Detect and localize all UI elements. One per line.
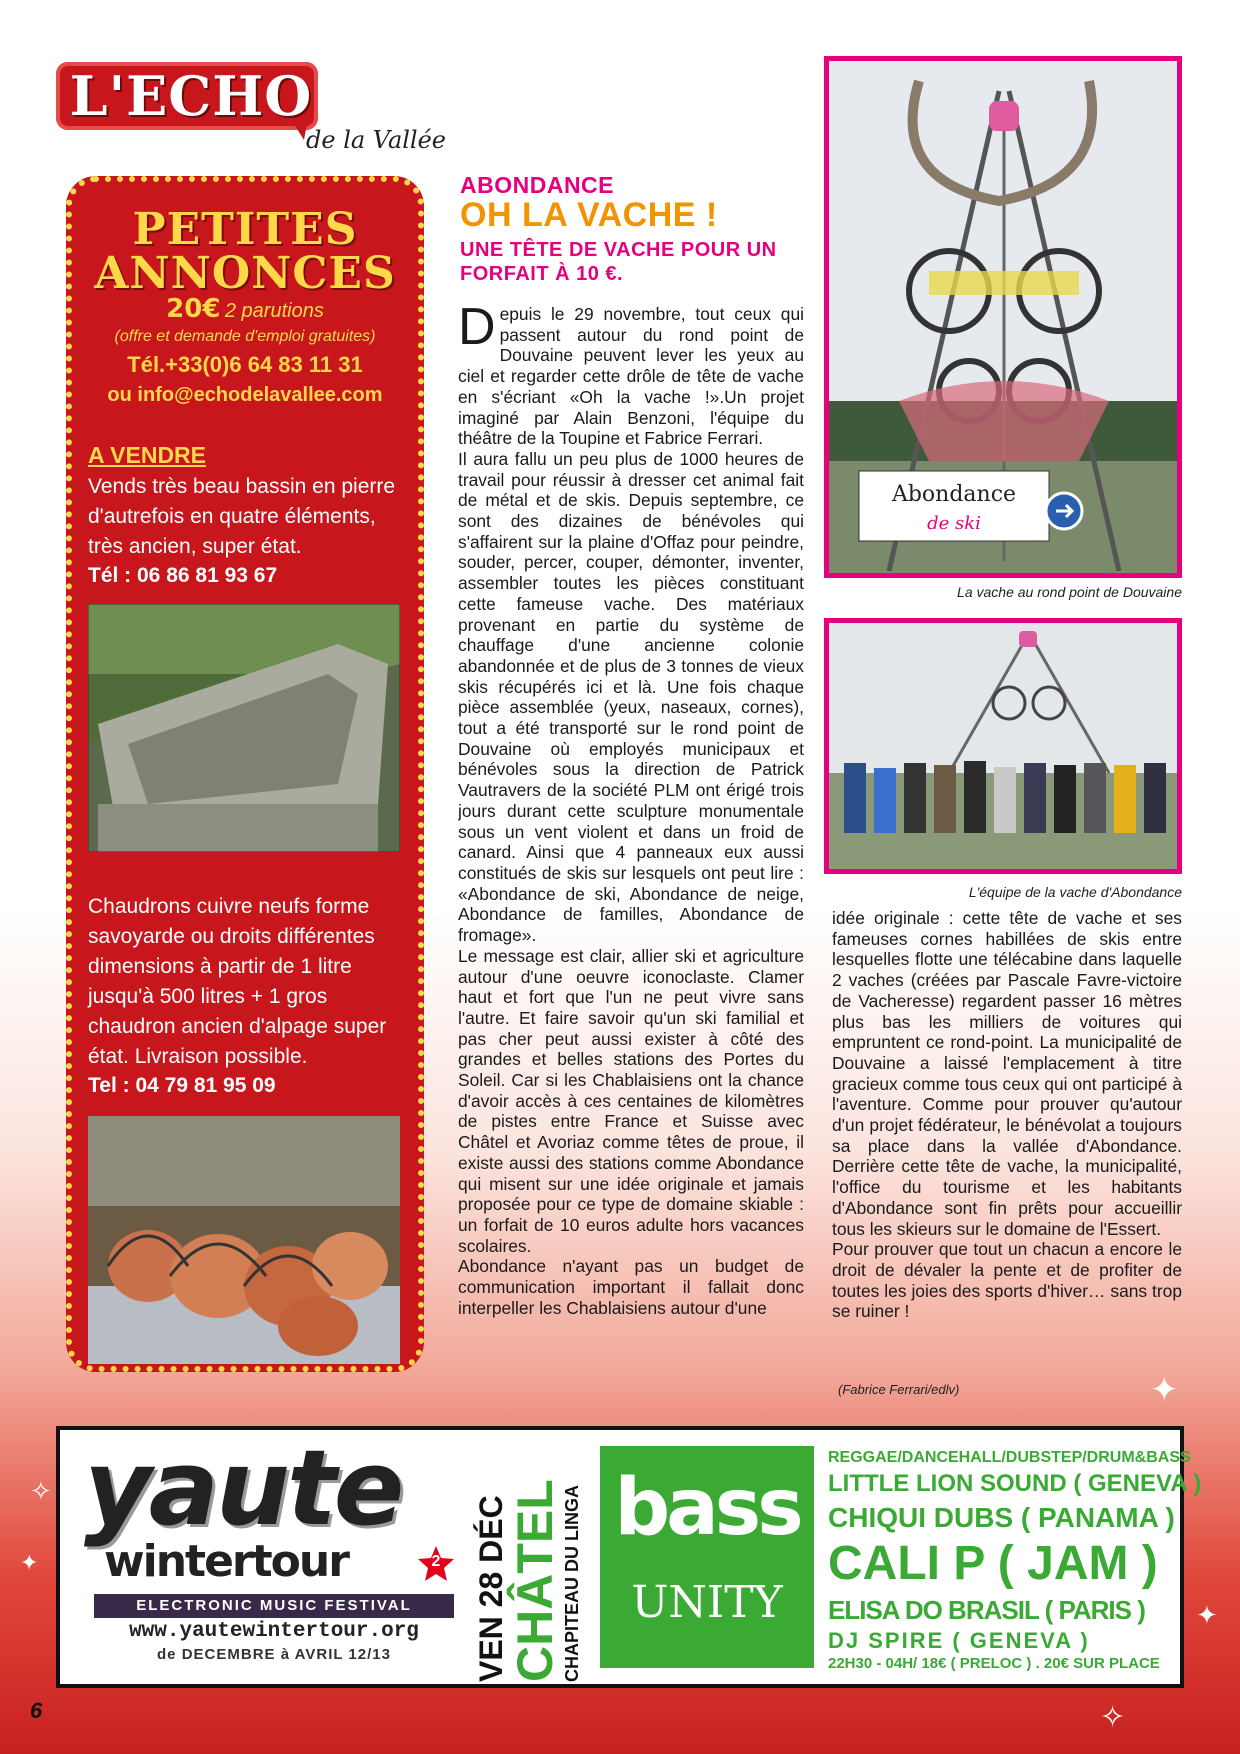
bass-text: bass [614, 1463, 800, 1553]
ad2-line: jusqu'à 500 litres + 1 gros [88, 985, 328, 1008]
article-kicker: ABONDANCE [460, 172, 614, 198]
paragraph-text: epuis le 29 novembre, tout ceux qui passent autour du rond point de Douvaine peuvent lever les yeux au ciel et regarder cette drôle de tête de vache en s'écriant «Oh la vache !».Un projet imaginé par Alain Benzoni, l'équipe du théâtre de la Toupine et Fabrice Ferrari. [458, 304, 804, 449]
festival-dates: de DECEMBRE à AVRIL 12/13 [157, 1646, 391, 1663]
tour-number: 2 [431, 1553, 441, 1570]
ad1-line: très ancien, super état. [88, 535, 302, 558]
star-icon: ✦ [20, 1550, 39, 1575]
article-signature: (Fabrice Ferrari/edlv) [838, 1382, 960, 1397]
lineup-item: DJ SPIRE ( GENEVA ) [828, 1628, 1090, 1653]
article-paragraph: Il aura fallu un peu plus de 1000 heures de travail pour réussir à dresser cet animal fait de métal et de skis. Depuis septembre, ce sont des dizaines de bénévoles qui s'affairent sur la plaine d'Offaz pour peindre, souder, percer, couper, démonter, inventer, assembler toutes les pièces constituant cette fameuse vache. Des matériaux provenant en partie du système de chauffage d'une ancienne colonie abandonnée et de plus de 3 tonnes de vieux skis récupérés ici et là. Une fois chaque pièce assemblée (yeux, naseaux, cornes), tout a été transporté sur le rond point de Douvaine où employés municipaux et bénévoles sous la direction de Patrick Vautravers de la société PLM ont érigé trois jours durant cette sculpture monumentale sous un vent violent et dans un froid de canard. Ainsi que 4 panneaux eux aussi constitués de skis sur lesquels ont peut lire : «Abondance de ski, Abondance de neige, Abondance de familles, Abondance de fromage». [458, 448, 804, 946]
article-paragraph: idée originale : cette tête de vache et ses fameuses cornes habillées de skis entre lesquelles flotte une télécabine dans laquelle 2 vaches (créées par Pascale Favre-victoire de Vacheresse) regardent passer 16 mètres plus bas les milliers de voitures qui empruntent ce rond-point. La municipalité de Douvaine a laissé l'emplacement à titre gracieux comme tous ceux qui ont participé à l'aventure. Comme pour prouver qu'autour d'un projet fédérateur, le bénévolat a toujours sa place dans la vallée d'Abondance. Derrière cette tête de vache, la municipalité, l'office du tourisme et les habitants d'Abondance sont fin prêts pour accueillir tous les skieurs sur le domaine de l'Essert. [832, 908, 1182, 1239]
festival-label: ELECTRONIC MUSIC FESTIVAL [94, 1594, 454, 1618]
lineup-item: CHIQUI DUBS ( PANAMA ) [828, 1502, 1175, 1533]
lineup-item: LITTLE LION SOUND ( GENEVA ) [828, 1470, 1202, 1497]
lineup-item: CALI P ( JAM ) [828, 1537, 1158, 1590]
masthead-logo: L'ECHO [69, 64, 313, 128]
ad2-line: Chaudrons cuivre neufs forme [88, 895, 370, 918]
article-column-2 [832, 908, 1182, 1380]
price-value: 20€ [166, 294, 221, 324]
event-day: VEN 28 DÉC [473, 1495, 509, 1682]
classifieds-phone: Tél.+33(0)6 64 83 11 31 [127, 352, 363, 377]
ad2-line: savoyarde ou droits différentes [88, 925, 375, 948]
stone-basin-photo [88, 604, 400, 852]
yaute-logo: yaute [84, 1427, 402, 1549]
event-venue: CHAPITEAU DU LINGA [562, 1485, 582, 1682]
tour-number-badge [418, 1546, 454, 1582]
bass-unity-logo [600, 1446, 814, 1668]
lineup-item: ELISA DO BRASIL ( PARIS ) [828, 1595, 1145, 1625]
article-paragraph: Le message est clair, allier ski et agriculture autour d'une oeuvre iconoclaste. Clamer haut et fort que l'un ne peut vivre sans l'autre. Et faire savoir qu'un ski familial et pas cher peut aussi exister à côté des grandes et belles stations des Portes du Soleil. Car si les Chablaisiens ont la chance d'avoir accès à ces centaines de kilomètres de pistes entre France et Suisse avec Châtel et Avoriaz comme têtes de proue, il existe aussi des stations comme Abondance qui misent sur une idée originale et jamais proposée pour ce type de domaine skiable : un forfait de 10 euros adulte hors vacances scolaires. [458, 945, 804, 1256]
article-paragraph: Abondance n'ayant pas un budget de communication important il fallait donc interpeller les Chablaisiens autour d'une [458, 1256, 804, 1318]
classifieds-title: PETITES ANNONCES [94, 204, 396, 299]
star-icon: ✦ [1150, 1371, 1179, 1409]
ad1-text [88, 472, 418, 562]
article-paragraph: Pour prouver que tout un chacun a encore le droit de dévaler la pente et de profiter de toutes les joies des sports d'hiver… sans trop se ruiner ! [832, 1239, 1182, 1322]
classifieds-price [72, 294, 418, 324]
sign-text: Abondance [891, 482, 1017, 507]
article-subtitle: UNE TÊTE DE VACHE POUR UN FORFAIT À 10 €. [460, 239, 777, 285]
article-paragraph [458, 304, 804, 449]
event-times: 22H30 - 04H/ 18€ ( PRELOC ) . 20€ SUR PLACE [828, 1655, 1160, 1672]
ad1-phone: Tél : 06 86 81 93 67 [88, 564, 278, 587]
star-icon: ✦ [1196, 1600, 1218, 1630]
star-icon: ✧ [30, 1476, 52, 1506]
ad2-phone: Tel : 04 79 81 95 09 [88, 1074, 276, 1097]
cow-sculpture-photo [824, 56, 1182, 578]
lineup-genres: REGGAE/DANCEHALL/DUBSTEP/DRUM&BASS [828, 1449, 1191, 1466]
price-note: 2 parutions [224, 300, 324, 322]
section-a-vendre: A VENDRE [88, 442, 206, 468]
ad2-line: dimensions à partir de 1 litre [88, 955, 352, 978]
cauldrons-illustration [88, 1116, 400, 1364]
article-column-1 [458, 304, 804, 1404]
copper-cauldrons-photo [88, 1116, 400, 1364]
free-note: (offre et demande d'emploi gratuites) [114, 328, 376, 345]
page-number: 6 [30, 1698, 43, 1723]
article-title: OH LA VACHE ! [460, 196, 718, 234]
masthead-subtitle: de la Vallée [306, 126, 447, 154]
sign-sub-text: de ski [927, 513, 981, 534]
ad2-text [88, 892, 418, 1072]
star-icon: ✧ [1100, 1701, 1126, 1734]
ad2-line: chaudron ancien d'alpage super [88, 1015, 387, 1038]
cow-sculpture-illustration [829, 61, 1177, 573]
photo2-caption: L'équipe de la vache d'Abondance [968, 884, 1182, 900]
team-photo [824, 618, 1182, 874]
ad1-line: Vends très beau bassin en pierre [88, 475, 396, 498]
wintertour-logo: wintertour [104, 1536, 348, 1587]
photo1-caption: La vache au rond point de Douvaine [957, 584, 1182, 600]
ad1-line: d'autrefois en quatre éléments, [88, 505, 376, 528]
stone-basin-illustration [88, 604, 400, 852]
team-illustration [829, 623, 1177, 869]
unity-text: UNITY [631, 1577, 783, 1628]
classifieds-email: ou info@echodelavallee.com [107, 384, 383, 406]
drop-cap: D [458, 304, 496, 356]
ad2-line: état. Livraison possible. [88, 1045, 308, 1068]
festival-url: www.yautewintertour.org [129, 1620, 419, 1643]
event-town: CHÂTEL [507, 1479, 563, 1682]
